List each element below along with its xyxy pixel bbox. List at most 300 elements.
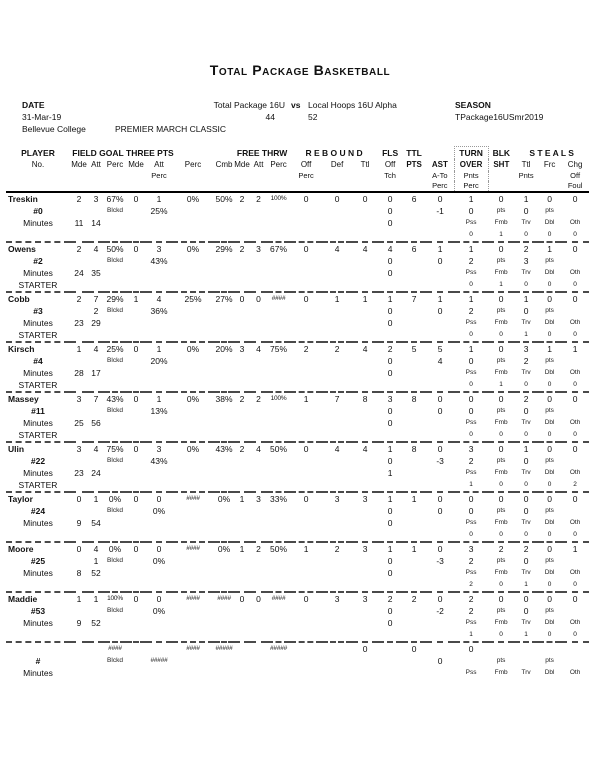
stat-cell: 0 <box>488 492 514 505</box>
stat-cell <box>290 617 322 629</box>
player-name: Treskin <box>6 192 70 205</box>
stat-cell <box>250 217 267 229</box>
stat-cell <box>214 655 234 667</box>
stat-cell <box>234 555 250 567</box>
stat-cell <box>88 205 104 217</box>
stat-cell <box>104 629 126 642</box>
stat-cell: Trv <box>521 269 531 276</box>
stat-cell <box>290 455 322 467</box>
stat-cell <box>234 367 250 379</box>
stat-cell: 0 <box>499 531 503 538</box>
stat-cell: 27% <box>215 294 233 304</box>
stat-cell: 3 <box>352 592 378 605</box>
stat-cell <box>352 455 378 467</box>
stat-cell <box>267 379 290 392</box>
header-group-row <box>6 147 589 160</box>
stat-cell: pts <box>496 407 506 414</box>
column-header: Off <box>384 160 396 169</box>
column-header: Pnts <box>454 171 488 181</box>
stat-cell <box>234 679 250 691</box>
column-header: Perc <box>432 181 448 190</box>
stat-cell: 0 <box>523 606 529 616</box>
stat-cell <box>104 229 126 242</box>
row-label: STARTER <box>18 330 58 340</box>
stat-cell: 2 <box>468 556 474 566</box>
player-row <box>6 192 589 205</box>
stat-cell <box>126 655 146 667</box>
stat-cell <box>267 555 290 567</box>
stat-cell: 4 <box>352 442 378 455</box>
stat-cell: 2 <box>234 442 250 455</box>
stat-cell <box>126 467 146 479</box>
stat-cell: Pss <box>465 219 477 226</box>
stat-cell <box>352 355 378 367</box>
stat-cell <box>454 679 488 691</box>
stat-cell <box>126 205 146 217</box>
player-row <box>6 617 589 629</box>
stat-cell: 0 <box>523 406 529 416</box>
stat-cell <box>322 305 352 317</box>
stat-cell <box>488 642 514 655</box>
stat-cell <box>514 642 538 655</box>
stat-cell: 0 <box>426 442 454 455</box>
stat-cell: Oth <box>569 619 581 626</box>
stat-cell: pts <box>545 407 554 414</box>
stat-cell: 2 <box>514 542 538 555</box>
stat-cell <box>250 629 267 642</box>
stat-cell <box>234 405 250 417</box>
stat-cell: 0 <box>547 331 552 338</box>
column-header: Cmb <box>215 160 233 169</box>
stat-cell: #### <box>104 642 126 655</box>
stat-cell: 1 <box>538 342 561 355</box>
player-row <box>6 392 589 405</box>
player-number: #2 <box>33 256 43 266</box>
stat-cell <box>426 679 454 691</box>
stat-cell <box>250 667 267 679</box>
stat-cell: 3 <box>523 256 529 266</box>
stat-cell <box>172 567 214 579</box>
stat-cell <box>126 579 146 592</box>
stat-cell: Blckd <box>107 607 123 614</box>
stat-cell <box>70 605 88 617</box>
stat-cell <box>70 529 88 542</box>
stat-cell: 2 <box>468 606 474 616</box>
stat-cell: 0 <box>126 442 146 455</box>
stat-cell: 0 <box>387 356 393 366</box>
stat-cell <box>378 679 402 691</box>
stat-cell <box>234 455 250 467</box>
stat-cell: 25 <box>74 418 84 428</box>
stat-cell <box>322 529 352 542</box>
stat-cell <box>126 367 146 379</box>
stat-cell: 0 <box>468 406 474 416</box>
stat-cell <box>426 617 454 629</box>
stat-cell <box>352 329 378 342</box>
stat-cell: 0 <box>387 256 393 266</box>
stat-cell <box>378 279 402 292</box>
column-header: OVER <box>454 159 488 171</box>
stat-cell <box>378 379 402 392</box>
stat-cell: 17 <box>91 368 101 378</box>
column-header: Foul <box>567 181 583 190</box>
stat-cell <box>172 329 214 342</box>
stat-cell <box>70 229 88 242</box>
stat-cell: 1 <box>524 631 528 638</box>
stat-cell <box>234 579 250 592</box>
stat-cell <box>70 405 88 417</box>
stat-cell <box>378 429 402 442</box>
date-label: DATE <box>22 100 45 110</box>
stat-cell: 1 <box>290 542 322 555</box>
column-header <box>214 181 234 192</box>
stat-cell: 0% <box>214 542 234 555</box>
column-header: Chg <box>567 160 583 169</box>
column-header: Att <box>154 160 164 169</box>
stat-cell: 0 <box>573 531 577 538</box>
stat-cell: 0 <box>426 192 454 205</box>
stat-cell <box>104 579 126 592</box>
stat-cell <box>378 579 402 592</box>
row-label: Minutes <box>23 318 53 328</box>
stat-cell: Oth <box>569 369 581 376</box>
stat-cell <box>214 279 234 292</box>
stat-cell: 1 <box>402 542 426 555</box>
stat-cell: 1 <box>426 242 454 255</box>
stat-cell <box>172 267 214 279</box>
stat-cell <box>146 367 172 379</box>
stat-cell: 8 <box>402 392 426 405</box>
stat-cell <box>402 517 426 529</box>
stat-cell: 0 <box>387 506 393 516</box>
away-team-name: Local Hoops 16U Alpha <box>308 100 397 110</box>
stat-cell: 0 <box>514 592 538 605</box>
stat-cell: 1 <box>378 492 402 505</box>
stat-cell: Trv <box>521 319 531 326</box>
stat-cell: 100% <box>104 592 126 605</box>
stat-cell: 0 <box>426 392 454 405</box>
stat-cell <box>378 642 402 655</box>
stat-cell <box>214 567 234 579</box>
stat-cell: 2 <box>234 192 250 205</box>
stat-cell <box>514 679 538 691</box>
player-row <box>6 455 589 467</box>
stat-cell: pts <box>496 657 506 664</box>
stat-cell <box>322 229 352 242</box>
stat-cell: 0 <box>126 492 146 505</box>
stat-cell <box>234 255 250 267</box>
player-name: Kirsch <box>6 342 70 355</box>
stat-cell: #### <box>267 292 290 305</box>
stat-cell <box>322 479 352 492</box>
row-label: Minutes <box>23 568 53 578</box>
stat-cell: 33% <box>267 492 290 505</box>
stat-cell: 2 <box>70 242 88 255</box>
stat-cell: 4 <box>250 442 267 455</box>
column-header <box>88 181 104 192</box>
column-header: Frc <box>543 160 556 169</box>
stat-cell: #### <box>172 592 214 605</box>
stat-cell <box>126 529 146 542</box>
stat-cell: 1 <box>469 631 473 638</box>
player-row <box>6 555 589 567</box>
stat-cell <box>290 517 322 529</box>
stat-cell: Fmb <box>494 469 508 476</box>
stat-cell <box>538 679 561 691</box>
stat-cell: 4 <box>352 242 378 255</box>
stat-cell <box>322 467 352 479</box>
stat-cell <box>290 429 322 442</box>
stat-cell <box>250 417 267 429</box>
stat-cell: 0 <box>387 456 393 466</box>
stat-cell: 4 <box>250 342 267 355</box>
stat-cell: 0 <box>469 281 473 288</box>
stat-cell <box>146 642 172 655</box>
stat-cell: 0 <box>387 218 393 228</box>
stat-cell <box>250 679 267 691</box>
stat-cell: 5 <box>402 342 426 355</box>
stat-cell <box>70 429 88 442</box>
stat-cell: 0% <box>172 442 214 455</box>
stat-cell <box>267 479 290 492</box>
column-header <box>250 171 267 181</box>
stat-cell: Fmb <box>494 319 508 326</box>
stat-cell <box>214 529 234 542</box>
stat-cell: #### <box>172 642 214 655</box>
stat-cell: 2 <box>468 306 474 316</box>
stat-cell <box>126 229 146 242</box>
stat-cell <box>322 679 352 691</box>
column-header: Att <box>91 160 101 169</box>
row-label: STARTER <box>18 480 58 490</box>
stat-cell <box>402 205 426 217</box>
stat-cell: Blckd <box>107 407 123 414</box>
stat-cell <box>267 655 290 667</box>
stat-cell: 0 <box>488 192 514 205</box>
stat-cell: 0 <box>547 281 552 288</box>
stat-cell: Trv <box>521 419 531 426</box>
stat-cell <box>290 317 322 329</box>
stat-cell <box>214 555 234 567</box>
column-header <box>267 181 290 192</box>
stat-cell: 43% <box>150 456 168 466</box>
stat-cell: 24 <box>91 468 101 478</box>
column-header <box>488 171 514 181</box>
stat-cell <box>322 629 352 642</box>
stat-cell <box>214 217 234 229</box>
stat-cell <box>172 379 214 392</box>
player-row <box>6 579 589 592</box>
stat-cell: ##### <box>267 642 290 655</box>
stat-cell <box>70 505 88 517</box>
stat-cell <box>402 279 426 292</box>
stat-cell: ##### <box>214 642 234 655</box>
stat-cell: 2 <box>250 542 267 555</box>
stat-cell: 0 <box>126 392 146 405</box>
stat-cell: 3 <box>352 542 378 555</box>
stat-cell <box>402 529 426 542</box>
stat-cell <box>234 642 250 655</box>
stat-cell <box>426 479 454 492</box>
stat-cell <box>126 679 146 691</box>
column-header: Att <box>253 160 264 169</box>
stat-cell: 0 <box>387 206 393 216</box>
stat-cell: 20% <box>150 356 168 366</box>
stat-cell: pts <box>545 657 554 664</box>
stat-cell <box>250 367 267 379</box>
stat-cell: 0 <box>387 318 393 328</box>
stat-cell <box>214 405 234 417</box>
stat-cell: 3 <box>250 242 267 255</box>
stat-cell: pts <box>545 507 554 514</box>
column-header <box>70 181 88 192</box>
stat-cell <box>290 217 322 229</box>
stat-cell <box>234 605 250 617</box>
stat-cell: Oth <box>569 519 581 526</box>
stat-cell: 0 <box>524 481 528 488</box>
player-number: # <box>35 656 41 666</box>
stat-cell: Blckd <box>107 207 123 214</box>
stat-cell <box>378 329 402 342</box>
stat-cell <box>126 605 146 617</box>
stat-cell: 2 <box>290 342 322 355</box>
stat-cell <box>172 205 214 217</box>
stat-cell: 0 <box>524 381 528 388</box>
stat-cell <box>234 379 250 392</box>
column-header <box>234 181 250 192</box>
stat-cell <box>322 379 352 392</box>
stat-cell <box>402 605 426 617</box>
player-row <box>6 417 589 429</box>
stat-cell <box>426 529 454 542</box>
column-header <box>126 171 146 181</box>
stat-cell <box>214 505 234 517</box>
player-name: Moore <box>6 542 70 555</box>
stat-cell <box>250 555 267 567</box>
stat-cell <box>88 679 104 691</box>
stat-cell: Pss <box>465 319 477 326</box>
stat-cell: 8 <box>76 568 82 578</box>
row-label <box>6 229 70 242</box>
player-row <box>6 217 589 229</box>
stat-cell <box>172 655 214 667</box>
stat-cell: pts <box>545 357 554 364</box>
column-header: Off <box>570 171 581 180</box>
stat-cell <box>352 229 378 242</box>
stat-cell <box>172 317 214 329</box>
column-group-header: THREE PTS <box>126 147 174 158</box>
stat-cell: 1 <box>538 242 561 255</box>
stat-cell: 1 <box>454 242 488 255</box>
stat-cell <box>104 317 126 329</box>
stat-cell <box>352 217 378 229</box>
stat-cell <box>267 517 290 529</box>
stat-cell <box>250 579 267 592</box>
stat-cell: Dbl <box>544 619 555 626</box>
stat-cell: 50% <box>267 442 290 455</box>
stat-cell: pts <box>496 357 506 364</box>
stat-cell <box>514 655 538 667</box>
stat-cell: Dbl <box>544 469 555 476</box>
stat-cell: 54 <box>91 518 101 528</box>
stat-cell: Blckd <box>107 307 123 314</box>
stat-cell: 0 <box>524 281 528 288</box>
stat-cell <box>234 479 250 492</box>
column-header <box>352 171 378 181</box>
row-label <box>6 679 70 691</box>
stat-cell: 1 <box>499 281 503 288</box>
stat-cell <box>402 579 426 592</box>
stat-cell <box>561 555 589 567</box>
stat-cell: Trv <box>521 669 531 676</box>
stat-cell: 0 <box>561 242 589 255</box>
stat-cell <box>352 505 378 517</box>
stat-cell <box>352 417 378 429</box>
player-row <box>6 605 589 617</box>
player-row <box>6 329 589 342</box>
stat-cell <box>250 267 267 279</box>
stat-cell: 29% <box>215 244 233 254</box>
stat-cell <box>88 255 104 267</box>
stat-cell <box>322 317 352 329</box>
stat-cell <box>267 279 290 292</box>
stat-cell <box>426 379 454 392</box>
column-header: Perc <box>454 181 488 192</box>
stat-cell: 0 <box>524 531 528 538</box>
stat-cell: 3 <box>352 492 378 505</box>
stat-cell <box>234 655 250 667</box>
stat-cell <box>561 205 589 217</box>
stat-cell <box>88 329 104 342</box>
stat-cell: 0 <box>387 518 393 528</box>
stat-cell <box>214 205 234 217</box>
player-row <box>6 379 589 392</box>
stat-cell <box>234 529 250 542</box>
stat-cell <box>146 417 172 429</box>
stat-cell <box>104 617 126 629</box>
stat-cell <box>234 267 250 279</box>
stat-cell: 0 <box>538 442 561 455</box>
stat-cell: Oth <box>569 269 581 276</box>
stat-cell <box>352 567 378 579</box>
stat-cell <box>250 567 267 579</box>
stat-cell <box>290 405 322 417</box>
stat-cell: Dbl <box>544 519 555 526</box>
stat-cell <box>146 567 172 579</box>
stat-cell <box>378 667 402 679</box>
column-header: Def <box>330 160 344 169</box>
stat-cell: Blckd <box>107 507 123 514</box>
stat-cell <box>70 629 88 642</box>
stat-cell: 1 <box>146 392 172 405</box>
column-header: Mde <box>234 160 250 169</box>
stat-cell <box>322 655 352 667</box>
stat-cell: 100% <box>267 392 290 405</box>
stat-cell <box>352 267 378 279</box>
stat-cell: 0 <box>547 431 552 438</box>
column-header <box>290 181 322 192</box>
stat-cell <box>234 567 250 579</box>
stat-cell: 1 <box>454 192 488 205</box>
stat-cell <box>104 479 126 492</box>
stat-cell: 4 <box>378 242 402 255</box>
stat-cell <box>214 579 234 592</box>
stat-cell: 0 <box>146 592 172 605</box>
stat-cell <box>402 555 426 567</box>
row-label: Minutes <box>23 668 53 678</box>
stat-cell <box>214 679 234 691</box>
stat-cell: 2 <box>378 592 402 605</box>
